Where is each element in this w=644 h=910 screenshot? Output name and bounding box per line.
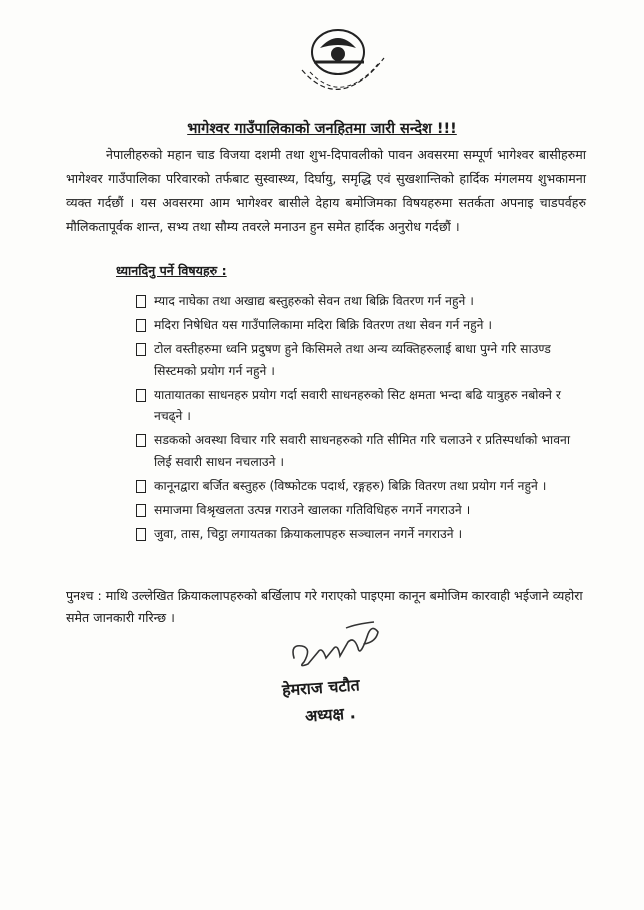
- checkbox-bullet-icon: [136, 434, 146, 447]
- checkbox-bullet-icon: [136, 504, 146, 517]
- list-item: सडकको अवस्था विचार गरि सवारी साधनहरुको गति सीमित गरि चलाउने र प्रतिस्पर्धाको भावना लिई सवारी साधन नचलाउने ।: [136, 430, 588, 473]
- intro-paragraph: नेपालीहरुको महान चाड विजया दशमी तथा शुभ-दिपावलीको पावन अवसरमा सम्पूर्ण भागेश्वर बासीहरुमा भागेश्वर गाउँपालिका परिवारको तर्फबाट सुस्वास्थ्य, दिर्घायु, समृद्धि एवं सुखशान्तिको हार्दिक मंगलमय शुभकामना व्यक्त गर्दछौं । यस अवसरमा आम भागेश्वर बासीले देहाय बमोजिमका विषयहरुमा सतर्कता अपनाइ चाडपर्वहरु मौलिकतापूर्वक शान्त, सभ्य तथा सौम्य तवरले मनाउन हुन समेत हार्दिक अनुरोध गर्दछौं ।: [66, 147, 586, 234]
- checkbox-bullet-icon: [136, 295, 146, 308]
- notice-items-list: [136, 291, 588, 548]
- notice-title: भागेश्वर गाउँपालिकाको जनहितमा जारी सन्देश !!!: [187, 121, 457, 137]
- checkbox-bullet-icon: [136, 389, 146, 402]
- signatory-designation: अध्यक्ष .: [304, 703, 357, 726]
- list-item: मदिरा निषेधित यस गाउँपालिकामा मदिरा बिक्रि वितरण तथा सेवन गर्न नहुने ।: [136, 315, 588, 337]
- list-item: समाजमा विश्रृखलता उत्पन्न गराउने खालका गतिविधिहरु नगर्ने नगराउने ।: [136, 500, 588, 522]
- municipality-seal-logo: [280, 18, 400, 110]
- list-item: यातायातका साधनहरु प्रयोग गर्दा सवारी साधनहरुको सिट क्षमता भन्दा बढि यात्रुहरु नबोक्ने र नचढ्ने ।: [136, 385, 588, 428]
- handwritten-signature: [288, 618, 384, 678]
- checkbox-bullet-icon: [136, 319, 146, 332]
- signatory-name: हेमराज चटौत: [281, 675, 361, 700]
- checkbox-bullet-icon: [136, 343, 146, 356]
- postscript-paragraph: पुनश्च : माथि उल्लेखित क्रियाकलापहरुको बर्खिलाप गरे गराएको पाइएमा कानून बमोजिम कारवाही भईजाने व्यहोरा समेत जानकारी गरिन्छ ।: [66, 588, 583, 625]
- list-item: म्याद नाघेका तथा अखाद्य बस्तुहरुको सेवन तथा बिक्रि वितरण गर्न नहुने ।: [136, 291, 588, 313]
- checkbox-bullet-icon: [136, 528, 146, 541]
- list-heading: ध्यानदिनु पर्ने विषयहरु :: [116, 263, 227, 278]
- list-item: टोल वस्तीहरुमा ध्वनि प्रदुषण हुने किसिमले तथा अन्य व्यक्तिहरुलाई बाधा पुग्ने गरि साउण्ड सिस्टमको प्रयोग गर्न नहुने ।: [136, 339, 588, 382]
- list-item: कानूनद्वारा बर्जित बस्तुहरु (विष्फोटक पदार्थ, रङ्गहरु) बिक्रि वितरण तथा प्रयोग गर्न नहुने ।: [136, 476, 588, 498]
- checkbox-bullet-icon: [136, 480, 146, 493]
- list-item: जुवा, तास, चिट्ठा लगायतका क्रियाकलापहरु सञ्चालन नगर्ने नगराउने ।: [136, 524, 588, 546]
